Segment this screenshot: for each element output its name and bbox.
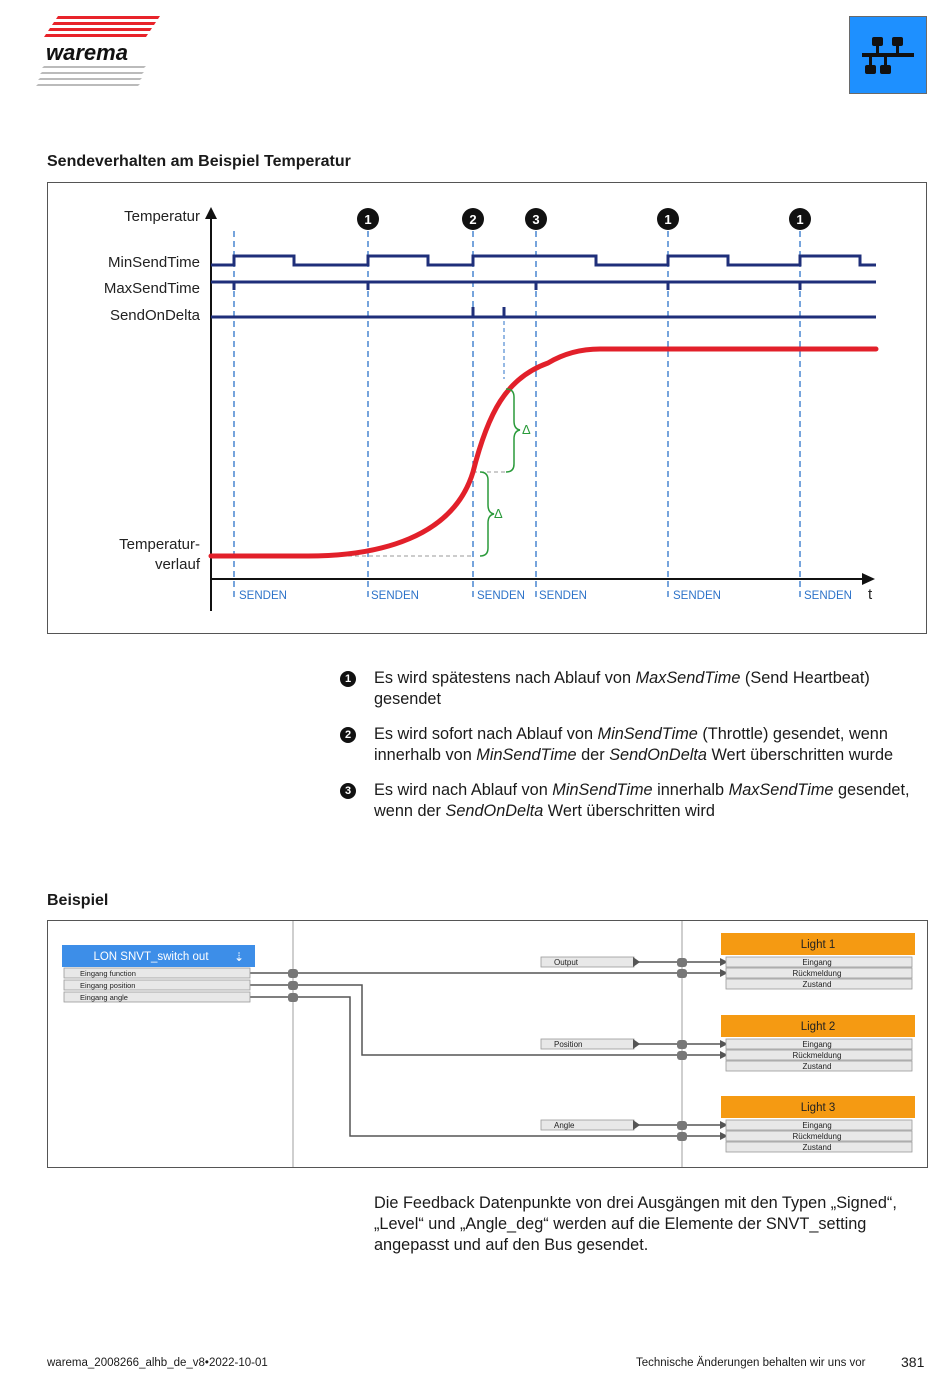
curve-label-line1: Temperatur- [119,536,200,553]
marker-1a [357,208,379,230]
connector-position[interactable] [541,1039,640,1049]
note-number: 3 [340,783,356,799]
note-item: 2 Es wird sofort nach Ablauf von MinSendTime (Throttle) gesendet, wenn innerhalb von MinSendTime der SendOnDelta Wert überschritten wurde [338,724,928,766]
delta-label-2: Δ [522,422,531,437]
delta-braces [480,389,520,556]
row-label-maxsendtime: MaxSendTime [103,280,200,297]
section-title-sendeverhalten: Sendeverhalten am Beispiel Temperatur [47,153,351,170]
marker-3 [525,208,547,230]
svg-text:Angle: Angle [554,1121,575,1130]
note-number: 1 [340,671,356,687]
send-guide-lines [234,231,800,601]
source-port-position: Eingang position [80,981,136,990]
section-title-beispiel: Beispiel [47,892,109,909]
example-description: Die Feedback Datenpunkte von drei Ausgängen mit den Typen „Signed“, „Level“ und „Angle_deg“ werden auf die Elemente der SNVT_setting angepasst und auf den Bus gesendet. [374,1194,897,1254]
marker-1c [789,208,811,230]
svg-text:Light 3: Light 3 [800,1102,836,1114]
y-axis-label: Temperatur [124,208,200,225]
svg-text:Rückmeldung: Rückmeldung [792,969,842,978]
delta-label-1: Δ [494,506,503,521]
source-port-function: Eingang function [80,969,136,978]
example-wiring-diagram [47,920,928,1168]
svg-text:Zustand: Zustand [802,1062,832,1071]
send-label-2: SENDEN [371,590,419,602]
send-label-1: SENDEN [239,590,287,602]
svg-text:Zustand: Zustand [802,980,832,989]
footer-doc-id: warema_2008266_alhb_de_v8•2022-10-01 [47,1357,268,1369]
download-arrow-icon: ⇣ [234,950,245,964]
target-block-light-2[interactable] [721,1015,915,1071]
target-block-light-1[interactable] [721,933,915,989]
row-label-minsendtime: MinSendTime [108,254,200,271]
timing-diagram [47,182,927,634]
svg-text:Zustand: Zustand [802,1143,832,1152]
target-block-light-3[interactable] [721,1096,915,1152]
svg-text:1: 1 [364,212,372,227]
send-label-4: SENDEN [539,590,587,602]
note-item: 1 Es wird spätestens nach Ablauf von MaxSendTime (Send Heartbeat) gesendet [338,668,928,710]
logo-text: warema [46,40,128,65]
x-axis-label: t [868,586,873,603]
svg-text:3: 3 [532,212,540,227]
svg-text:Rückmeldung: Rückmeldung [792,1132,842,1141]
minsendtime-signal [211,256,876,265]
source-block-title: LON SNVT_switch out [93,951,209,963]
marker-1b [657,208,679,230]
send-label-3: SENDEN [477,590,525,602]
svg-text:1: 1 [796,212,804,227]
source-port-angle: Eingang angle [80,993,128,1002]
temperature-curve [211,349,876,556]
svg-text:Light 1: Light 1 [800,939,836,951]
svg-text:Rückmeldung: Rückmeldung [792,1051,842,1060]
svg-text:Light 2: Light 2 [800,1021,836,1033]
footer-notice: Technische Änderungen behalten wir uns vor [636,1357,866,1369]
wires [250,962,724,1136]
svg-text:Eingang: Eingang [802,1040,832,1049]
connector-angle[interactable] [541,1120,640,1130]
row-label-sendondelta: SendOnDelta [109,307,200,324]
svg-text:Position: Position [554,1040,583,1049]
warema-logo [36,14,164,94]
note-item: 3 Es wird nach Ablauf von MinSendTime innerhalb MaxSendTime gesendet, wenn der SendOnDelta Wert überschritten wird [338,780,928,822]
svg-text:Eingang: Eingang [802,958,832,967]
bus-network-icon [849,16,927,94]
page-number: 381 [901,1354,925,1370]
curve-label-line2: verlauf [154,556,200,573]
marker-2 [462,208,484,230]
svg-text:2: 2 [469,212,477,227]
svg-text:1: 1 [664,212,672,227]
connector-output[interactable] [541,957,640,967]
source-block[interactable] [62,945,255,1002]
send-label-6: SENDEN [804,590,852,602]
svg-text:Eingang: Eingang [802,1121,832,1130]
notes-list [338,668,928,836]
note-number: 2 [340,727,356,743]
svg-text:Output: Output [554,958,579,967]
send-label-5: SENDEN [673,590,721,602]
